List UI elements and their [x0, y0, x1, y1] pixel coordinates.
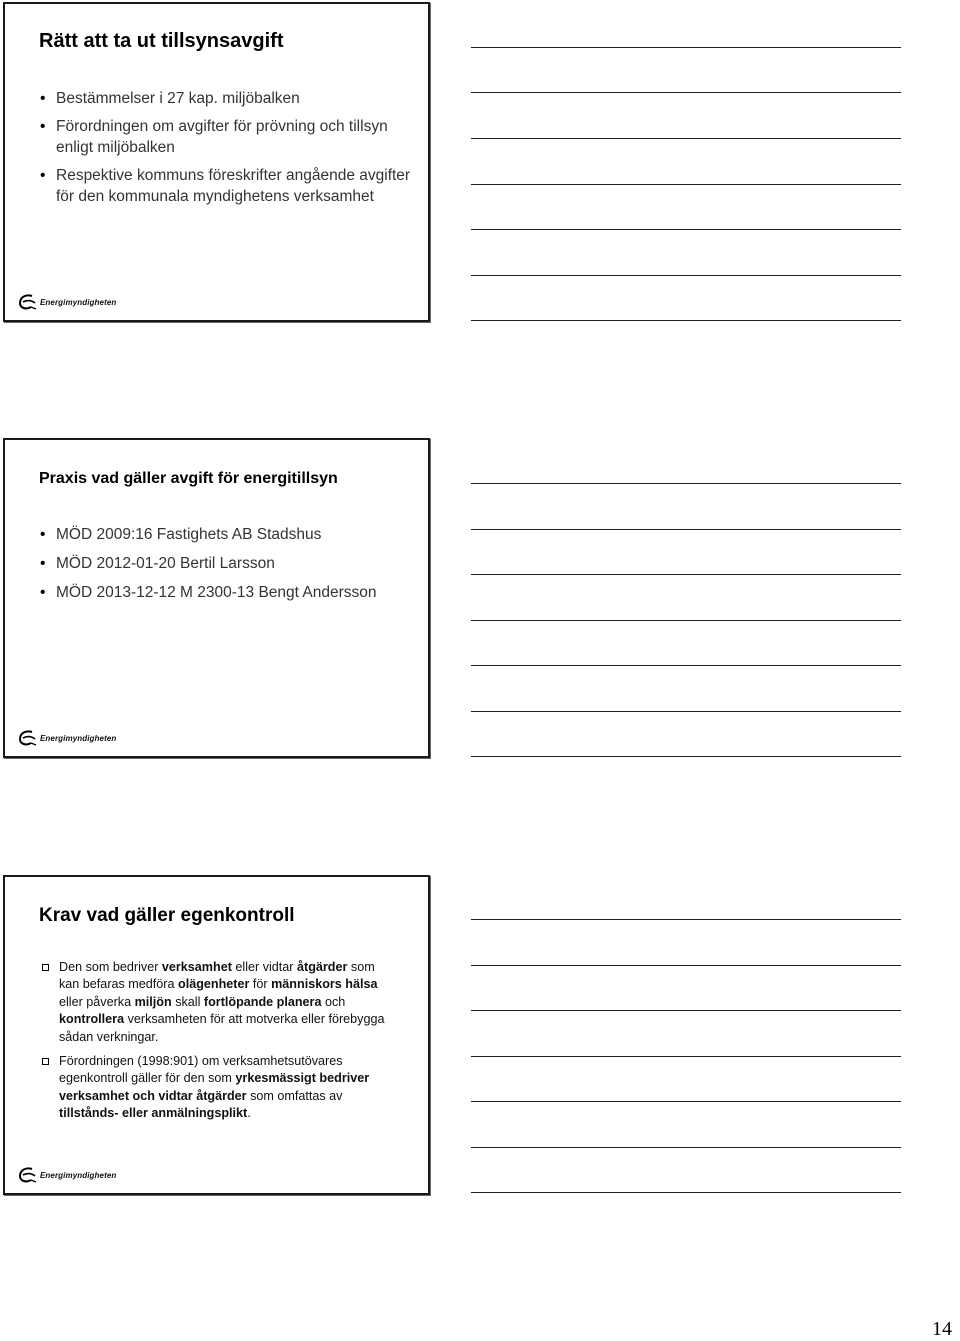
page-number: 14: [932, 1318, 952, 1340]
bullet-item: • MÖD 2009:16 Fastighets AB Stadshus: [39, 524, 419, 545]
note-line: [471, 529, 901, 530]
logo-text: Energimyndigheten: [40, 733, 117, 743]
note-line: [471, 320, 901, 321]
logo-mark-icon: [18, 1166, 38, 1184]
note-line: [471, 184, 901, 185]
note-line: [471, 138, 901, 139]
bullet-item: Förordningen (1998:901) om verksamhetsutövares egenkontroll gäller för den som yrkesmässigt bedriver verksamhet och vidtar åtgärder som omfattas av tillstånds- eller anmälningsplikt.: [41, 1053, 393, 1123]
note-line: [471, 47, 901, 48]
note-line: [471, 92, 901, 93]
note-line: [471, 275, 901, 276]
slide-title: Rätt att ta ut tillsynsavgift: [39, 30, 284, 52]
note-line: [471, 620, 901, 621]
slide-1: [3, 2, 430, 322]
bullet-item: • Förordningen om avgifter för prövning och tillsyn enligt miljöbalken: [39, 116, 419, 158]
energimyndigheten-logo: [18, 1165, 116, 1185]
note-line: [471, 1147, 901, 1148]
bullet-list: [41, 959, 393, 1130]
slide-2: [3, 438, 430, 758]
note-line: [471, 965, 901, 966]
energimyndigheten-logo: [18, 728, 116, 748]
note-line: [471, 574, 901, 575]
bullet-item: • MÖD 2013-12-12 M 2300-13 Bengt Andersson: [39, 582, 419, 603]
logo-mark-icon: [18, 729, 38, 747]
bullet-item: Den som bedriver verksamhet eller vidtar åtgärder som kan befaras medföra olägenheter för människors hälsa eller påverka miljön skall fortlöpande planera och kontrollera verksamheten för att motverka eller förebygga sådan verkningar.: [41, 959, 393, 1046]
note-line: [471, 756, 901, 757]
slide-3: [3, 875, 430, 1195]
bullet-list: [39, 524, 419, 611]
logo-text: Energimyndigheten: [40, 1170, 117, 1180]
logo-mark-icon: [18, 293, 38, 311]
energimyndigheten-logo: [18, 292, 116, 312]
note-line: [471, 1056, 901, 1057]
note-line: [471, 1010, 901, 1011]
slide-title: Krav vad gäller egenkontroll: [39, 905, 295, 926]
note-line: [471, 919, 901, 920]
slide-title: Praxis vad gäller avgift för energitillsyn: [39, 470, 338, 487]
bullet-item: • MÖD 2012-01-20 Bertil Larsson: [39, 553, 419, 574]
logo-text: Energimyndigheten: [40, 297, 117, 307]
note-line: [471, 1101, 901, 1102]
bullet-list: [39, 88, 419, 214]
note-line: [471, 229, 901, 230]
note-line: [471, 1192, 901, 1193]
bullet-item: • Bestämmelser i 27 kap. miljöbalken: [39, 88, 419, 109]
note-line: [471, 483, 901, 484]
bullet-item: • Respektive kommuns föreskrifter angående avgifter för den kommunala myndighetens verksamhet: [39, 165, 419, 207]
note-line: [471, 665, 901, 666]
note-line: [471, 711, 901, 712]
